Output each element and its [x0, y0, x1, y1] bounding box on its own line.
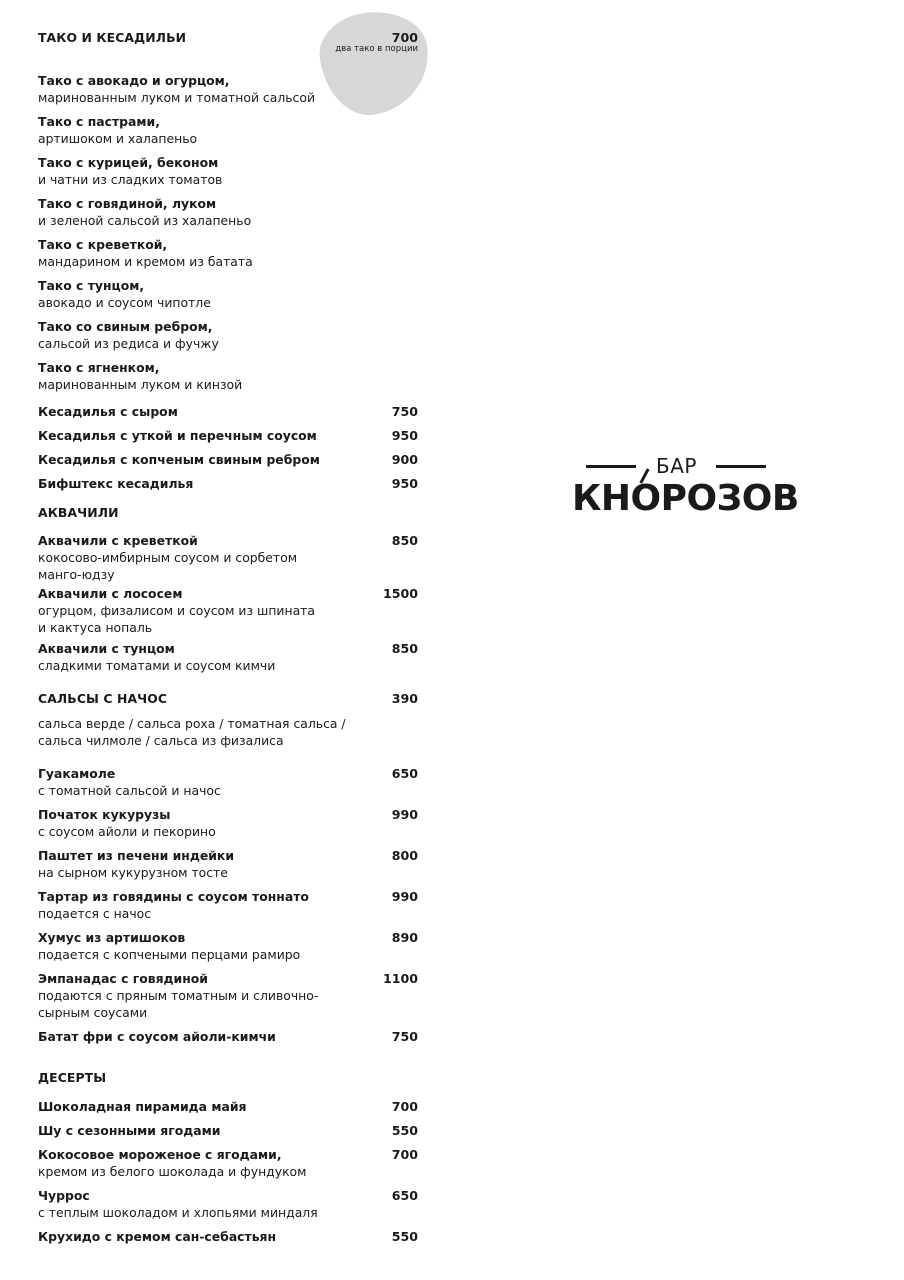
menu-item [38, 1122, 418, 1139]
item-desc: и кактуса нопаль [38, 620, 153, 635]
item-name: Кесадилья с уткой и перечным соусом [38, 428, 317, 443]
item-name: Аквачили с лососем [38, 586, 183, 601]
item-price: 750 [391, 1029, 418, 1044]
item-price: 850 [391, 641, 418, 656]
salsas-line: сальса чилмоле / сальса из физалиса [38, 733, 284, 748]
menu-item [38, 195, 418, 229]
menu-item [38, 451, 418, 468]
item-desc: сальсой из редиса и фучжу [38, 336, 219, 351]
item-price: 950 [391, 476, 418, 491]
section-title: ДЕСЕРТЫ [38, 1070, 107, 1085]
menu-item [38, 532, 418, 583]
menu-item [38, 1228, 418, 1245]
item-desc: подается с копчеными перцами рамиро [38, 947, 301, 962]
item-name: Початок кукурузы [38, 807, 171, 822]
item-desc: и зеленой сальсой из халапеньо [38, 213, 252, 228]
item-desc: артишоком и халапеньо [38, 131, 198, 146]
item-desc: на сырном кукурузном тосте [38, 865, 228, 880]
bar-logo [570, 452, 799, 522]
item-desc: с соусом айоли и пекорино [38, 824, 216, 839]
item-name: Аквачили с креветкой [38, 533, 198, 548]
item-name: Эмпанадас с говядиной [38, 971, 208, 986]
item-price: 990 [391, 889, 418, 904]
item-desc: огурцом, физалисом и соусом из шпината [38, 603, 315, 618]
menu-item [38, 765, 418, 799]
item-price: 1500 [382, 586, 418, 601]
item-name: Шу с сезонными ягодами [38, 1123, 221, 1138]
logo-name: КНОРОЗОВ [572, 478, 799, 519]
item-name: Тако с говядиной, луком [38, 196, 217, 211]
item-desc: с томатной сальсой и начос [38, 783, 221, 798]
item-name: Гуакамоле [38, 766, 116, 781]
item-name: Паштет из печени индейки [38, 848, 235, 863]
item-desc: кремом из белого шоколада и фундуком [38, 1164, 307, 1179]
item-name: Тако с курицей, беконом [38, 155, 219, 170]
item-name: Кокосовое мороженое с ягодами, [38, 1147, 282, 1162]
item-price: 950 [391, 428, 418, 443]
tacos-price-block [335, 29, 418, 55]
item-name: Кесадилья с сыром [38, 404, 178, 419]
item-name: Крухидо с кремом сан-себастьян [38, 1229, 277, 1244]
menu-column [38, 29, 418, 1252]
item-price: 890 [391, 930, 418, 945]
item-desc: подается с начос [38, 906, 152, 921]
item-desc: сырным соусами [38, 1005, 148, 1020]
item-price: 650 [391, 766, 418, 781]
section-title: ТАКО И КЕСАДИЛЬИ [38, 30, 187, 45]
item-name: Тако с тунцом, [38, 278, 145, 293]
menu-item [38, 318, 418, 352]
item-price: 650 [391, 1188, 418, 1203]
salsas-list [38, 715, 418, 749]
item-price: 990 [391, 807, 418, 822]
section-header-tacos [38, 29, 418, 55]
menu-item [38, 154, 418, 188]
section-header-salsas [38, 690, 418, 707]
item-name: Тако со свиным ребром, [38, 319, 213, 334]
item-name: Кесадилья с копченым свиным ребром [38, 452, 320, 467]
menu-item [38, 640, 418, 674]
menu-item [38, 888, 418, 922]
menu-item [38, 403, 418, 420]
tacos-price: 700 [391, 30, 418, 45]
menu-item [38, 1028, 418, 1045]
menu-item [38, 1146, 418, 1180]
menu-item [38, 427, 418, 444]
menu-item [38, 1187, 418, 1221]
item-name: Тако с авокадо и огурцом, [38, 73, 230, 88]
item-price: 550 [391, 1229, 418, 1244]
menu-item [38, 359, 418, 393]
item-desc: авокадо и соусом чипотле [38, 295, 211, 310]
salsas-line: сальса верде / сальса роха / томатная сальса / [38, 716, 346, 731]
item-desc: сладкими томатами и соусом кимчи [38, 658, 276, 673]
menu-item [38, 806, 418, 840]
item-name: Хумус из артишоков [38, 930, 186, 945]
item-price: 900 [391, 452, 418, 467]
menu-item [38, 72, 418, 106]
section-title: САЛЬСЫ С НАЧОС [38, 691, 168, 706]
section-title: АКВАЧИЛИ [38, 505, 119, 520]
item-name: Тако с ягненком, [38, 360, 160, 375]
logo-line-left [586, 465, 636, 468]
item-price: 1100 [382, 971, 418, 986]
menu-item [38, 970, 418, 1021]
menu-item [38, 847, 418, 881]
logo-line-right [716, 465, 766, 468]
item-desc: маринованным луком и томатной сальсой [38, 90, 316, 105]
logo-top-text: БАР [656, 454, 697, 478]
item-price: 800 [391, 848, 418, 863]
item-name: Тартар из говядины с соусом тоннато [38, 889, 309, 904]
menu-item [38, 475, 418, 492]
menu-item [38, 585, 418, 636]
item-desc: с теплым шоколадом и хлопьями миндаля [38, 1205, 318, 1220]
item-name: Батат фри с соусом айоли-кимчи [38, 1029, 276, 1044]
item-desc: мандарином и кремом из батата [38, 254, 253, 269]
item-desc: и чатни из сладких томатов [38, 172, 223, 187]
item-desc: подаются с пряным томатным и сливочно- [38, 988, 319, 1003]
salsas-price: 390 [391, 691, 418, 706]
menu-item [38, 113, 418, 147]
item-price: 550 [391, 1123, 418, 1138]
tacos-portion-note: два тако в порции [335, 44, 418, 54]
item-name: Аквачили с тунцом [38, 641, 175, 656]
menu-item [38, 929, 418, 963]
item-price: 850 [391, 533, 418, 548]
item-price: 700 [391, 1147, 418, 1162]
item-name: Чуррос [38, 1188, 90, 1203]
menu-item [38, 1098, 418, 1115]
item-name: Шоколадная пирамида майя [38, 1099, 247, 1114]
item-price: 750 [391, 404, 418, 419]
item-desc: манго-юдзу [38, 567, 115, 582]
item-desc: кокосово-имбирным соусом и сорбетом [38, 550, 298, 565]
item-name: Тако с пастрами, [38, 114, 160, 129]
item-name: Бифштекс кесадилья [38, 476, 194, 491]
menu-item [38, 236, 418, 270]
item-desc: маринованным луком и кинзой [38, 377, 243, 392]
item-name: Тако с креветкой, [38, 237, 168, 252]
menu-item [38, 277, 418, 311]
item-price: 700 [391, 1099, 418, 1114]
